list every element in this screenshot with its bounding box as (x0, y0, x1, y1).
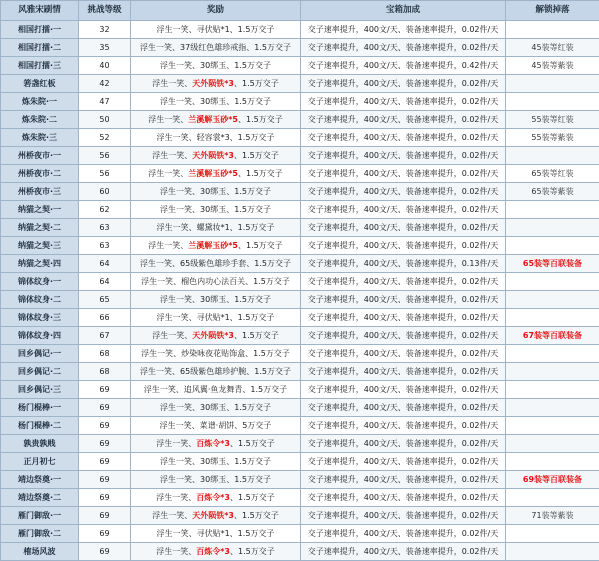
reward-cell (131, 147, 301, 165)
unlock-drop (506, 489, 599, 507)
table-row (1, 435, 599, 453)
table-row (1, 291, 599, 309)
header-level: 挑战等级 (79, 1, 131, 21)
reward-text: 、1.5万交子 (230, 493, 275, 502)
stage-name: 锦体纹身·三 (1, 309, 79, 327)
chest-bonus: 交子速率提升，400文/天、装备速率提升，0.02件/天 (301, 93, 506, 111)
unlock-drop (506, 417, 599, 435)
unlock-drop: 55装等紫装 (506, 129, 599, 147)
reward-text: 、1.5万交子 (234, 79, 279, 88)
reward-text: 浮生一笑、30绑玉、1.5万交子 (160, 475, 271, 484)
header-chest-bonus: 宝箱加成 (301, 1, 506, 21)
challenge-level: 52 (79, 129, 131, 147)
chest-bonus: 交子速率提升，400文/天、装备速率提升，0.13件/天 (301, 255, 506, 273)
table-row (1, 417, 599, 435)
reward-text: 、1.5万交子 (234, 511, 279, 520)
reward-text: 浮生一笑、螺黛妆*1、1.5万交子 (157, 223, 275, 232)
unlock-drop (506, 21, 599, 39)
reward-text: 百炼令*3 (196, 439, 230, 448)
stage-name: 炼朱院·三 (1, 129, 79, 147)
chest-bonus: 交子速率提升，400文/天、装备速率提升，0.02件/天 (301, 165, 506, 183)
reward-text: 浮生一笑、 (152, 79, 192, 88)
stage-name: 靖边祭奠·一 (1, 471, 79, 489)
table-row (1, 363, 599, 381)
header-reward: 奖励 (131, 1, 301, 21)
table-row (1, 507, 599, 525)
challenge-level: 69 (79, 399, 131, 417)
chest-bonus: 交子速率提升，400文/天、装备速率提升，0.02件/天 (301, 39, 506, 57)
chest-bonus: 交子速率提升，400文/天、装备速率提升，0.02件/天 (301, 345, 506, 363)
stage-name: 相国打擂·一 (1, 21, 79, 39)
reward-cell (131, 327, 301, 345)
reward-text: 浮生一笑、30绑玉、1.5万交子 (160, 61, 271, 70)
reward-cell (131, 363, 301, 381)
table-row (1, 75, 599, 93)
stage-name: 杨门棍棒·一 (1, 399, 79, 417)
reward-text: 兰溪解玉砂*5 (188, 169, 238, 178)
reward-text: 浮生一笑、30绑玉、1.5万交子 (160, 457, 271, 466)
reward-cell (131, 255, 301, 273)
chest-bonus: 交子速率提升，400文/天、装备速率提升，0.02件/天 (301, 147, 506, 165)
reward-cell (131, 435, 301, 453)
table-row (1, 309, 599, 327)
reward-text: 浮生一笑、65级紫色雄珍手套、1.5万交子 (140, 259, 291, 268)
reward-text: 、1.5万交子 (230, 547, 275, 556)
chest-bonus: 交子速率提升，400文/天、装备速率提升，0.42件/天 (301, 57, 506, 75)
unlock-drop (506, 435, 599, 453)
reward-cell (131, 183, 301, 201)
challenge-level: 68 (79, 363, 131, 381)
header-row (1, 1, 599, 21)
chest-bonus: 交子速率提升，400文/天、装备速率提升，0.02件/天 (301, 75, 506, 93)
table-row (1, 489, 599, 507)
table-row (1, 525, 599, 543)
chest-bonus: 交子速率提升，400文/天、装备速率提升，0.02件/天 (301, 399, 506, 417)
reward-text: 兰溪解玉砂*5 (188, 241, 238, 250)
table-row (1, 165, 599, 183)
reward-text: 、1.5万交子 (230, 439, 275, 448)
stage-name: 州桥夜市·三 (1, 183, 79, 201)
reward-text: 浮生一笑、 (152, 331, 192, 340)
table-row (1, 471, 599, 489)
challenge-level: 69 (79, 507, 131, 525)
chest-bonus: 交子速率提升，400文/天、装备速率提升，0.02件/天 (301, 111, 506, 129)
challenge-level: 68 (79, 345, 131, 363)
chest-bonus: 交子速率提升，400文/天、装备速率提升，0.02件/天 (301, 471, 506, 489)
reward-cell (131, 291, 301, 309)
stage-name: 州桥夜市·一 (1, 147, 79, 165)
unlock-drop (506, 453, 599, 471)
table-row (1, 345, 599, 363)
reward-cell (131, 381, 301, 399)
reward-text: 浮生一笑、菜谱·胡饼、5万交子 (160, 421, 272, 430)
reward-text: 天外陨铁*3 (192, 331, 234, 340)
unlock-drop (506, 93, 599, 111)
reward-cell (131, 525, 301, 543)
reward-text: 浮生一笑、 (156, 439, 196, 448)
chest-bonus: 交子速率提升，400文/天、装备速率提升，0.02件/天 (301, 507, 506, 525)
challenge-level: 40 (79, 57, 131, 75)
unlock-drop (506, 543, 599, 561)
challenge-level: 69 (79, 381, 131, 399)
reward-cell (131, 543, 301, 561)
unlock-drop: 69装等百联装备 (506, 471, 599, 489)
unlock-drop: 45装等红装 (506, 39, 599, 57)
challenge-level: 69 (79, 489, 131, 507)
challenge-level: 67 (79, 327, 131, 345)
reward-text: 浮生一笑、30绑玉、1.5万交子 (160, 205, 271, 214)
reward-cell (131, 453, 301, 471)
stage-name: 箬盏红板 (1, 75, 79, 93)
chest-bonus: 交子速率提升，400文/天、装备速率提升，0.02件/天 (301, 363, 506, 381)
chest-bonus: 交子速率提升，400文/天、装备速率提升，0.02件/天 (301, 129, 506, 147)
table-row (1, 129, 599, 147)
chest-bonus: 交子速率提升，400文/天、装备速率提升，0.02件/天 (301, 525, 506, 543)
challenge-level: 35 (79, 39, 131, 57)
reward-text: 天外陨铁*3 (192, 79, 234, 88)
unlock-drop (506, 219, 599, 237)
chest-bonus: 交子速率提升，400文/天、装备速率提升，0.02件/天 (301, 291, 506, 309)
reward-text: 兰溪解玉砂*5 (188, 115, 238, 124)
table-row (1, 147, 599, 165)
reward-text: 浮生一笑、寻伏贴*1、1.5万交子 (157, 313, 275, 322)
stage-name: 纳猫之契·二 (1, 219, 79, 237)
reward-cell (131, 399, 301, 417)
table-row (1, 273, 599, 291)
challenge-level: 69 (79, 435, 131, 453)
reward-cell (131, 507, 301, 525)
stage-name: 正月初七 (1, 453, 79, 471)
reward-cell (131, 219, 301, 237)
table-row (1, 93, 599, 111)
table-row (1, 219, 599, 237)
challenge-level: 56 (79, 165, 131, 183)
table-row (1, 381, 599, 399)
reward-text: 浮生一笑、追风翼·鱼龙舞青、1.5万交子 (144, 385, 287, 394)
reward-cell (131, 21, 301, 39)
chest-bonus: 交子速率提升，400文/天、装备速率提升，0.02件/天 (301, 381, 506, 399)
table-row (1, 327, 599, 345)
unlock-drop (506, 345, 599, 363)
unlock-drop: 65装等紫装 (506, 183, 599, 201)
header-unlock-drop: 解锁掉落 (506, 1, 599, 21)
stage-name: 相国打擂·二 (1, 39, 79, 57)
unlock-drop (506, 525, 599, 543)
table-row (1, 399, 599, 417)
reward-cell (131, 111, 301, 129)
challenge-level: 47 (79, 93, 131, 111)
table-row (1, 453, 599, 471)
reward-text: 浮生一笑、65级紫色雄珍护腕、1.5万交子 (140, 367, 291, 376)
table-row (1, 255, 599, 273)
reward-text: 浮生一笑、寻伏贴*1、1.5万交子 (157, 25, 275, 34)
challenge-level: 64 (79, 255, 131, 273)
chest-bonus: 交子速率提升，400文/天、装备速率提升，0.02件/天 (301, 237, 506, 255)
unlock-drop (506, 291, 599, 309)
header-stage: 风雅宋刷情 (1, 1, 79, 21)
unlock-drop: 71装等紫装 (506, 507, 599, 525)
chest-bonus: 交子速率提升，400文/天、装备速率提升，0.02件/天 (301, 201, 506, 219)
reward-cell (131, 489, 301, 507)
reward-cell (131, 273, 301, 291)
chest-bonus: 交子速率提升，400文/天、装备速率提升，0.02件/天 (301, 543, 506, 561)
challenge-level: 69 (79, 417, 131, 435)
challenge-level: 42 (79, 75, 131, 93)
unlock-drop (506, 147, 599, 165)
stage-name: 纳猫之契·三 (1, 237, 79, 255)
stage-name: 锦体纹身·二 (1, 291, 79, 309)
stage-name: 锦体纹身·四 (1, 327, 79, 345)
unlock-drop: 55装等红装 (506, 111, 599, 129)
challenge-level: 64 (79, 273, 131, 291)
stage-name: 杨门棍棒·二 (1, 417, 79, 435)
challenge-level: 62 (79, 201, 131, 219)
table-row (1, 201, 599, 219)
reward-text: 浮生一笑、榴色内功心法百关、1.5万交子 (141, 277, 290, 286)
stage-name: 锦体纹身·一 (1, 273, 79, 291)
challenge-level: 63 (79, 237, 131, 255)
reward-cell (131, 417, 301, 435)
stage-name: 孰贵孰贱 (1, 435, 79, 453)
stage-name: 炼朱院·二 (1, 111, 79, 129)
reward-text: 浮生一笑、30绑玉、1.5万交子 (160, 295, 271, 304)
challenge-level: 69 (79, 525, 131, 543)
reward-cell (131, 75, 301, 93)
reward-cell (131, 237, 301, 255)
challenge-level: 69 (79, 471, 131, 489)
reward-text: 浮生一笑、37级红色雄珍戒指、1.5万交子 (140, 43, 291, 52)
reward-text: 浮生一笑、30绑玉、1.5万交子 (160, 97, 271, 106)
table-row (1, 111, 599, 129)
unlock-drop: 65装等百联装备 (506, 255, 599, 273)
reward-cell (131, 93, 301, 111)
reward-text: 、1.5万交子 (238, 115, 283, 124)
reward-text: 浮生一笑、 (152, 511, 192, 520)
unlock-drop (506, 201, 599, 219)
reward-text: 浮生一笑、 (148, 115, 188, 124)
reward-text: 浮生一笑、 (148, 241, 188, 250)
reward-cell (131, 165, 301, 183)
stage-name: 纳猫之契·一 (1, 201, 79, 219)
stage-name: 炼朱院·一 (1, 93, 79, 111)
challenge-level: 60 (79, 183, 131, 201)
reward-text: 、1.5万交子 (234, 331, 279, 340)
unlock-drop (506, 75, 599, 93)
chest-bonus: 交子速率提升，400文/天、装备速率提升，0.02件/天 (301, 417, 506, 435)
reward-text: 浮生一笑、 (148, 169, 188, 178)
challenge-level: 69 (79, 453, 131, 471)
unlock-drop: 45装等紫装 (506, 57, 599, 75)
table-row (1, 183, 599, 201)
reward-text: 浮生一笑、寻伏贴*1、1.5万交子 (157, 529, 275, 538)
chest-bonus: 交子速率提升，400文/天、装备速率提升，0.02件/天 (301, 453, 506, 471)
reward-cell (131, 471, 301, 489)
unlock-drop: 67装等百联装备 (506, 327, 599, 345)
unlock-drop (506, 399, 599, 417)
challenge-level: 56 (79, 147, 131, 165)
chest-bonus: 交子速率提升，400文/天、装备速率提升，0.02件/天 (301, 219, 506, 237)
stage-name: 回乡偶记·三 (1, 381, 79, 399)
reward-text: 浮生一笑、30绑玉、1.5万交子 (160, 187, 271, 196)
chest-bonus: 交子速率提升，400文/天、装备速率提升，0.02件/天 (301, 21, 506, 39)
challenge-level: 69 (79, 543, 131, 561)
reward-text: 浮生一笑、轻容裳*3、1.5万交子 (157, 133, 275, 142)
chest-bonus: 交子速率提升，400文/天、装备速率提升，0.02件/天 (301, 327, 506, 345)
reward-text: 浮生一笑、 (152, 151, 192, 160)
stage-name: 靖边祭奠·二 (1, 489, 79, 507)
chest-bonus: 交子速率提升，400文/天、装备速率提升，0.02件/天 (301, 273, 506, 291)
reward-text: 浮生一笑、 (156, 547, 196, 556)
unlock-drop (506, 363, 599, 381)
reward-text: 浮生一笑、炒染咏夜花贴饰盒、1.5万交子 (141, 349, 290, 358)
stage-name: 回乡偶记·一 (1, 345, 79, 363)
chest-bonus: 交子速率提升，400文/天、装备速率提升，0.02件/天 (301, 489, 506, 507)
reward-text: 浮生一笑、 (156, 493, 196, 502)
reward-cell (131, 309, 301, 327)
chest-bonus: 交子速率提升，400文/天、装备速率提升，0.02件/天 (301, 183, 506, 201)
stage-name: 回乡偶记·二 (1, 363, 79, 381)
unlock-drop (506, 381, 599, 399)
challenge-level: 66 (79, 309, 131, 327)
reward-text: 百炼令*3 (196, 493, 230, 502)
stage-name: 雁门御敌·一 (1, 507, 79, 525)
challenge-level: 65 (79, 291, 131, 309)
table-row (1, 57, 599, 75)
unlock-drop (506, 237, 599, 255)
stage-name: 州桥夜市·二 (1, 165, 79, 183)
table-row (1, 39, 599, 57)
chest-bonus: 交子速率提升，400文/天、装备速率提升，0.02件/天 (301, 435, 506, 453)
reward-cell (131, 129, 301, 147)
stage-name: 纳猫之契·四 (1, 255, 79, 273)
reward-text: 、1.5万交子 (238, 169, 283, 178)
reward-text: 、1.5万交子 (238, 241, 283, 250)
unlock-drop (506, 273, 599, 291)
table-row (1, 543, 599, 561)
stage-name: 相国打擂·三 (1, 57, 79, 75)
chest-bonus: 交子速率提升，400文/天、装备速率提升，0.02件/天 (301, 309, 506, 327)
reward-text: 天外陨铁*3 (192, 151, 234, 160)
reward-cell (131, 57, 301, 75)
reward-cell (131, 201, 301, 219)
reward-text: 、1.5万交子 (234, 151, 279, 160)
challenge-level: 50 (79, 111, 131, 129)
reward-text: 百炼令*3 (196, 547, 230, 556)
unlock-drop (506, 309, 599, 327)
reward-text: 天外陨铁*3 (192, 511, 234, 520)
table-row (1, 21, 599, 39)
challenge-level: 63 (79, 219, 131, 237)
reward-text: 浮生一笑、30绑玉、1.5万交子 (160, 403, 271, 412)
reward-cell (131, 39, 301, 57)
reward-cell (131, 345, 301, 363)
stage-name: 雁门御敌·二 (1, 525, 79, 543)
stage-name: 榷场风波 (1, 543, 79, 561)
unlock-drop: 65装等红装 (506, 165, 599, 183)
table-row (1, 237, 599, 255)
challenge-level: 32 (79, 21, 131, 39)
